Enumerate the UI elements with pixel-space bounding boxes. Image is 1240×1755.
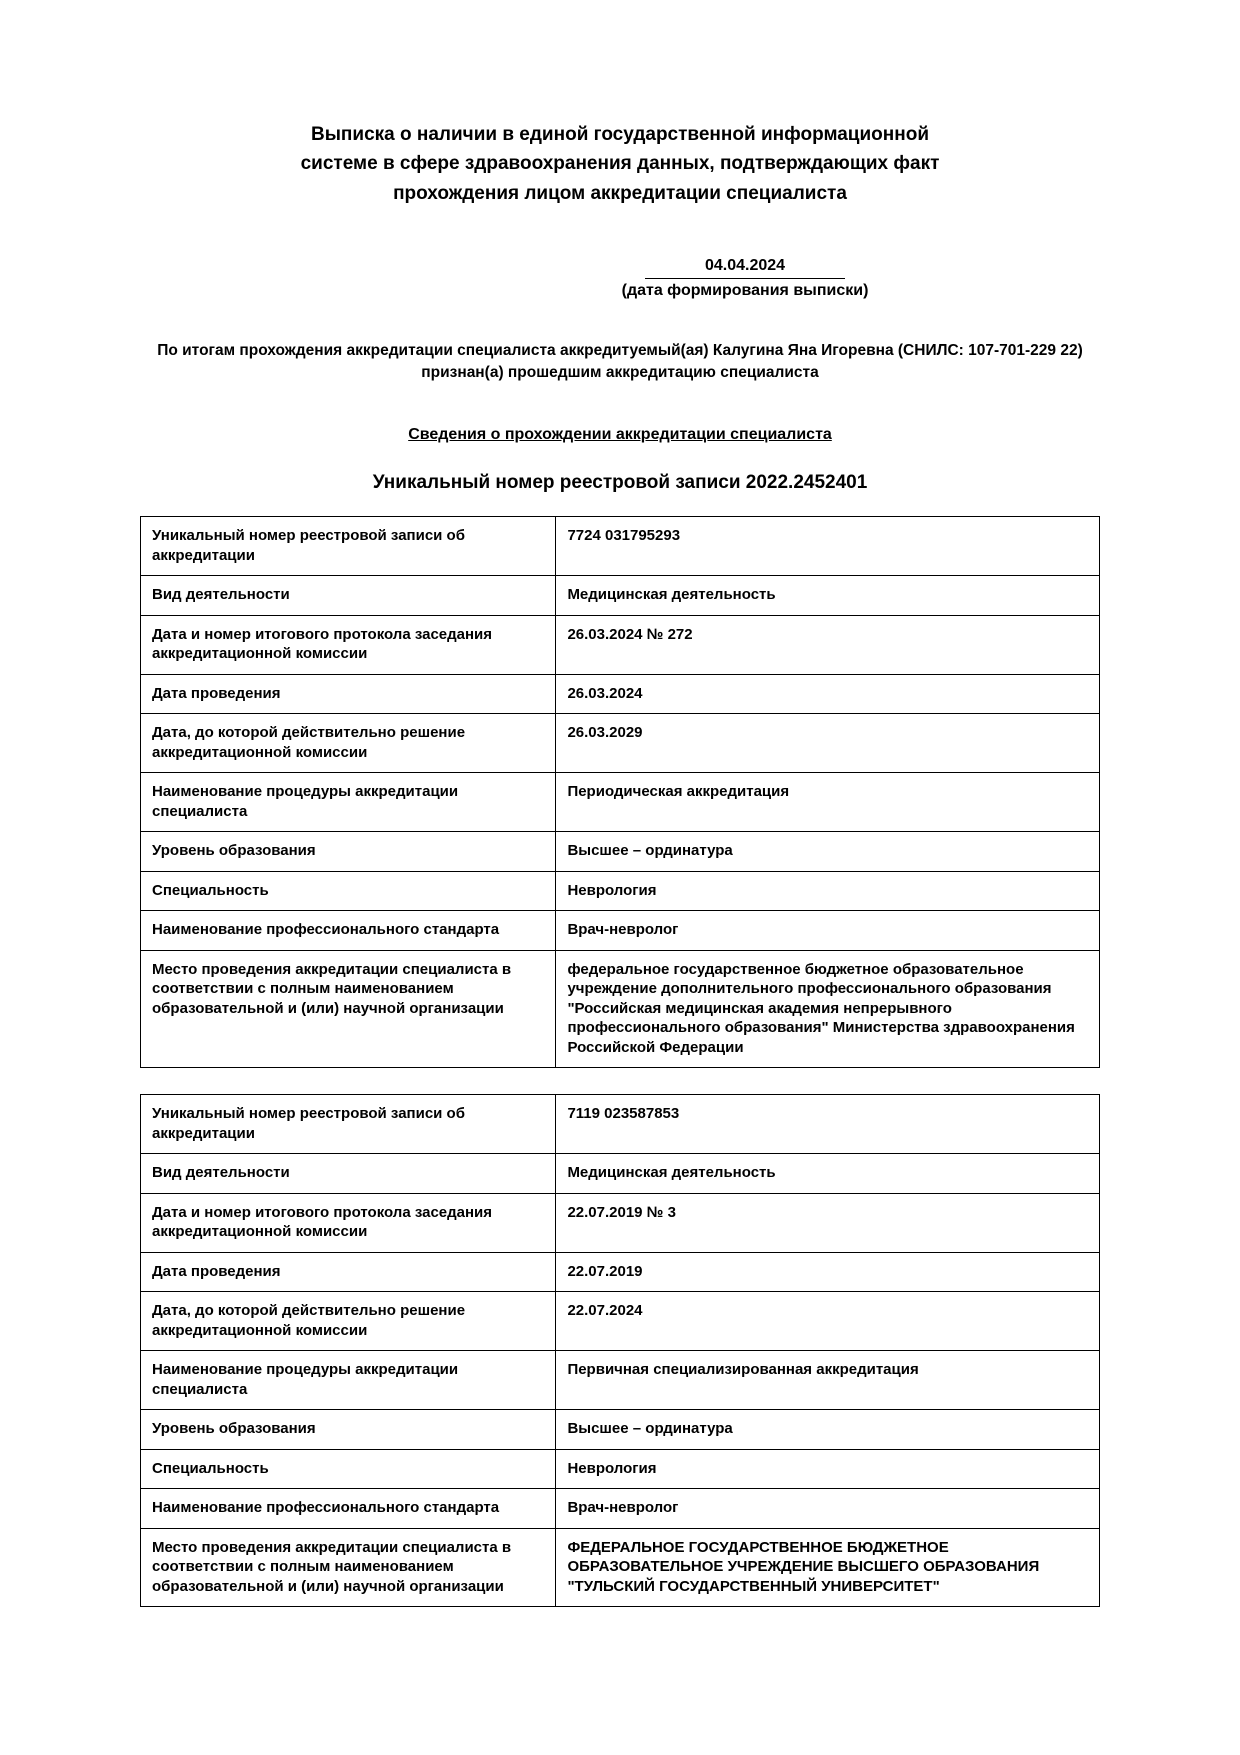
table-row	[141, 832, 1100, 872]
value-valid-until: 26.03.2029	[556, 714, 1100, 773]
table-row	[141, 517, 1100, 576]
label-valid-until: Дата, до которой действительно решение аккредитационной комиссии	[141, 714, 556, 773]
value-registry-number: 7119 023587853	[556, 1095, 1100, 1154]
page-title-line-1: Выписка о наличии в единой государственной информационной	[310, 124, 930, 145]
table-row	[141, 1193, 1100, 1252]
table-row	[141, 1528, 1100, 1607]
table-row	[141, 871, 1100, 911]
table-row	[141, 1292, 1100, 1351]
value-prof-standard: Врач-невролог	[556, 911, 1100, 951]
label-procedure-name: Наименование процедуры аккредитации специалиста	[141, 773, 556, 832]
table-row	[141, 1410, 1100, 1450]
intro-paragraph	[140, 340, 1100, 385]
value-specialty: Неврология	[556, 871, 1100, 911]
label-date-held: Дата проведения	[141, 1252, 556, 1292]
table-row	[141, 1489, 1100, 1529]
page-title	[300, 120, 940, 208]
label-prof-standard: Наименование профессионального стандарта	[141, 1489, 556, 1529]
label-date-held: Дата проведения	[141, 674, 556, 714]
unique-record-number: Уникальный номер реестровой записи 2022.2452401	[372, 472, 868, 494]
label-prof-standard: Наименование профессионального стандарта	[141, 911, 556, 951]
value-date-held: 22.07.2019	[556, 1252, 1100, 1292]
label-registry-number: Уникальный номер реестровой записи об аккредитации	[141, 517, 556, 576]
table-row	[141, 1351, 1100, 1410]
value-education-level: Высшее – ординатура	[556, 832, 1100, 872]
value-valid-until: 22.07.2024	[556, 1292, 1100, 1351]
label-activity-type: Вид деятельности	[141, 576, 556, 616]
section-heading: Сведения о прохождении аккредитации специалиста	[408, 426, 832, 444]
value-registry-number: 7724 031795293	[556, 517, 1100, 576]
page-title-line-3: прохождения лицом аккредитации специалиста	[393, 182, 847, 204]
table-row	[141, 1154, 1100, 1194]
label-place: Место проведения аккредитации специалиста в соответствии с полным наименованием образовательной и (или) научной организации	[141, 1528, 556, 1607]
intro-line-1: По итогам прохождения аккредитации специалиста аккредитуемый(ая) Калугина Яна Игоревна (СНИЛС: 107-701-229 22)	[157, 341, 1083, 359]
accreditation-table-2	[140, 1094, 1100, 1607]
table-row	[141, 1252, 1100, 1292]
value-activity-type: Медицинская деятельность	[556, 576, 1100, 616]
value-education-level: Высшее – ординатура	[556, 1410, 1100, 1450]
label-protocol: Дата и номер итогового протокола заседания аккредитационной комиссии	[141, 1193, 556, 1252]
value-date-held: 26.03.2024	[556, 674, 1100, 714]
label-education-level: Уровень образования	[141, 1410, 556, 1450]
table-row	[141, 950, 1100, 1068]
value-procedure-name: Периодическая аккредитация	[556, 773, 1100, 832]
table-row	[141, 576, 1100, 616]
table-row	[141, 773, 1100, 832]
label-registry-number: Уникальный номер реестровой записи об аккредитации	[141, 1095, 556, 1154]
label-activity-type: Вид деятельности	[141, 1154, 556, 1194]
value-procedure-name: Первичная специализированная аккредитация	[556, 1351, 1100, 1410]
label-protocol: Дата и номер итогового протокола заседания аккредитационной комиссии	[141, 615, 556, 674]
label-procedure-name: Наименование процедуры аккредитации специалиста	[141, 1351, 556, 1410]
form-date-value: 04.04.2024	[645, 256, 845, 278]
value-place: федеральное государственное бюджетное образовательное учреждение дополнительного профессионального образования "Российская медицинская академия непрерывного профессионального образования" Министерства здравоохранения Российской Федерации	[556, 950, 1100, 1068]
table-row	[141, 1095, 1100, 1154]
label-place: Место проведения аккредитации специалиста в соответствии с полным наименованием образовательной и (или) научной организации	[141, 950, 556, 1068]
table-row	[141, 615, 1100, 674]
value-protocol: 22.07.2019 № 3	[556, 1193, 1100, 1252]
table-row	[141, 911, 1100, 951]
intro-line-2: признан(а) прошедшим аккредитацию специалиста	[421, 363, 819, 381]
value-specialty: Неврология	[556, 1449, 1100, 1489]
value-protocol: 26.03.2024 № 272	[556, 615, 1100, 674]
label-education-level: Уровень образования	[141, 832, 556, 872]
form-date-block	[140, 256, 1100, 299]
label-specialty: Специальность	[141, 1449, 556, 1489]
value-prof-standard: Врач-невролог	[556, 1489, 1100, 1529]
table-row	[141, 714, 1100, 773]
table-row	[141, 674, 1100, 714]
value-place: ФЕДЕРАЛЬНОЕ ГОСУДАРСТВЕННОЕ БЮДЖЕТНОЕ ОБРАЗОВАТЕЛЬНОЕ УЧРЕЖДЕНИЕ ВЫСШЕГО ОБРАЗОВАНИЯ "ТУЛЬСКИЙ ГОСУДАРСТВЕННЫЙ УНИВЕРСИТЕТ"	[556, 1528, 1100, 1607]
table-row	[141, 1449, 1100, 1489]
form-date-caption: (дата формирования выписки)	[621, 281, 869, 299]
label-specialty: Специальность	[141, 871, 556, 911]
label-valid-until: Дата, до которой действительно решение аккредитационной комиссии	[141, 1292, 556, 1351]
page-title-line-2: системе в сфере здравоохранения данных, подтверждающих факт	[300, 153, 940, 175]
value-activity-type: Медицинская деятельность	[556, 1154, 1100, 1194]
accreditation-table-1	[140, 516, 1100, 1068]
